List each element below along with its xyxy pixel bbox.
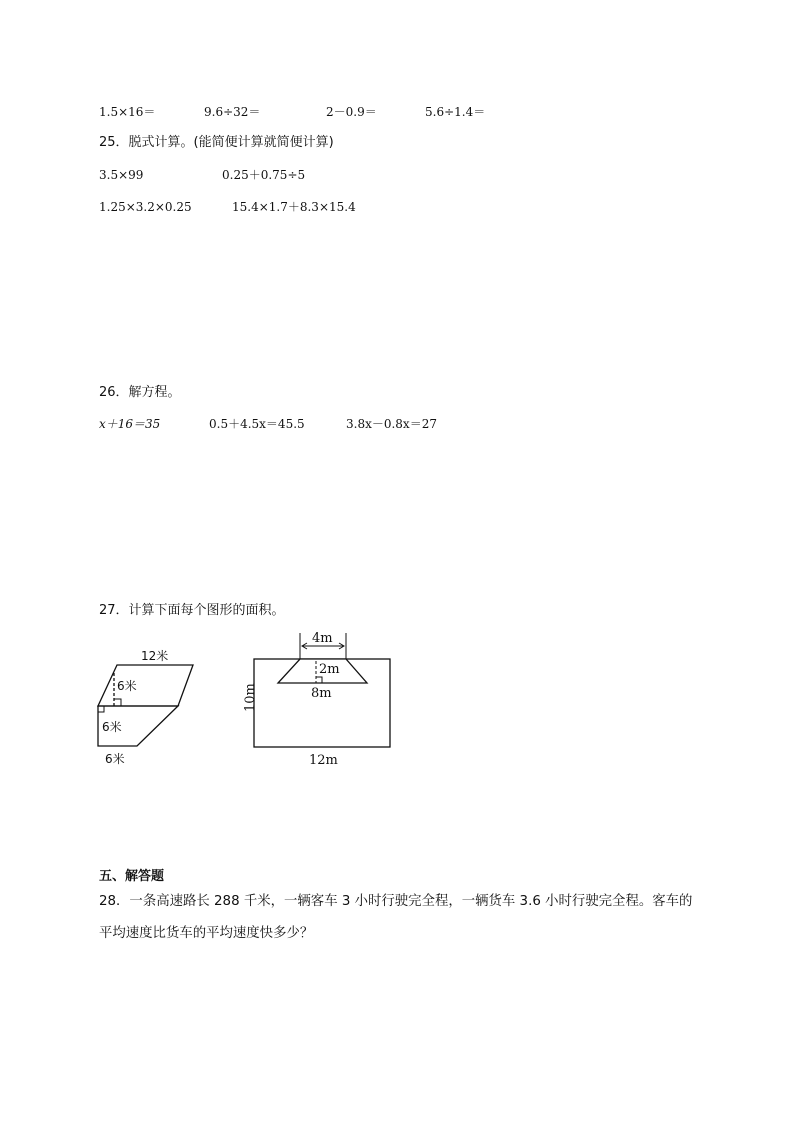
q26-equation-1: x＋16＝35 xyxy=(99,417,161,431)
q25-expr-2: 0.25＋0.75÷5 xyxy=(222,168,306,182)
fig1-height1-label: 6米 xyxy=(117,679,137,693)
section5-title: 五、解答题 xyxy=(99,869,165,884)
fig1-height2-label: 6米 xyxy=(102,720,122,734)
q28-text-line-2: 平均速度比货车的平均速度快多少？ xyxy=(99,926,314,941)
mental-math-4: 5.6÷1.4＝ xyxy=(425,105,486,119)
q25-title: 25．脱式计算。(能简便计算就简便计算) xyxy=(99,135,334,150)
right-angle-mark-2 xyxy=(98,706,104,712)
fig2-rect-height-label: 10m xyxy=(243,683,258,712)
mental-math-1: 1.5×16＝ xyxy=(99,105,156,119)
q26-title: 26．解方程。 xyxy=(99,385,181,400)
q27-title: 27．计算下面每个图形的面积。 xyxy=(99,603,285,618)
q25-expr-3: 1.25×3.2×0.25 xyxy=(99,200,192,214)
right-angle-mark-1 xyxy=(114,699,121,706)
fig1-bottom-label: 6米 xyxy=(105,752,125,766)
fig2-tri-base-label: 8m xyxy=(311,686,332,701)
q28-text-line-1: 28．一条高速路长 288 千米，一辆客车 3 小时行驶完全程，一辆货车 3.6 小时行驶完全程。客车的 xyxy=(99,894,693,909)
q25-expr-4: 15.4×1.7＋8.3×15.4 xyxy=(232,200,356,214)
parallelogram-shape xyxy=(98,665,193,706)
fig2-rect-width-label: 12m xyxy=(309,753,338,768)
q26-equation-2: 0.5＋4.5x＝45.5 xyxy=(209,417,305,431)
q26-equation-3: 3.8x－0.8x＝27 xyxy=(346,417,437,431)
fig2-top-width-label: 4m xyxy=(312,631,333,646)
mental-math-2: 9.6÷32＝ xyxy=(204,105,261,119)
fig1-top-label: 12米 xyxy=(141,649,169,663)
mental-math-3: 2－0.9＝ xyxy=(326,105,377,119)
fig2-tri-height-label: 2m xyxy=(319,662,340,677)
q25-expr-1: 3.5×99 xyxy=(99,168,144,182)
